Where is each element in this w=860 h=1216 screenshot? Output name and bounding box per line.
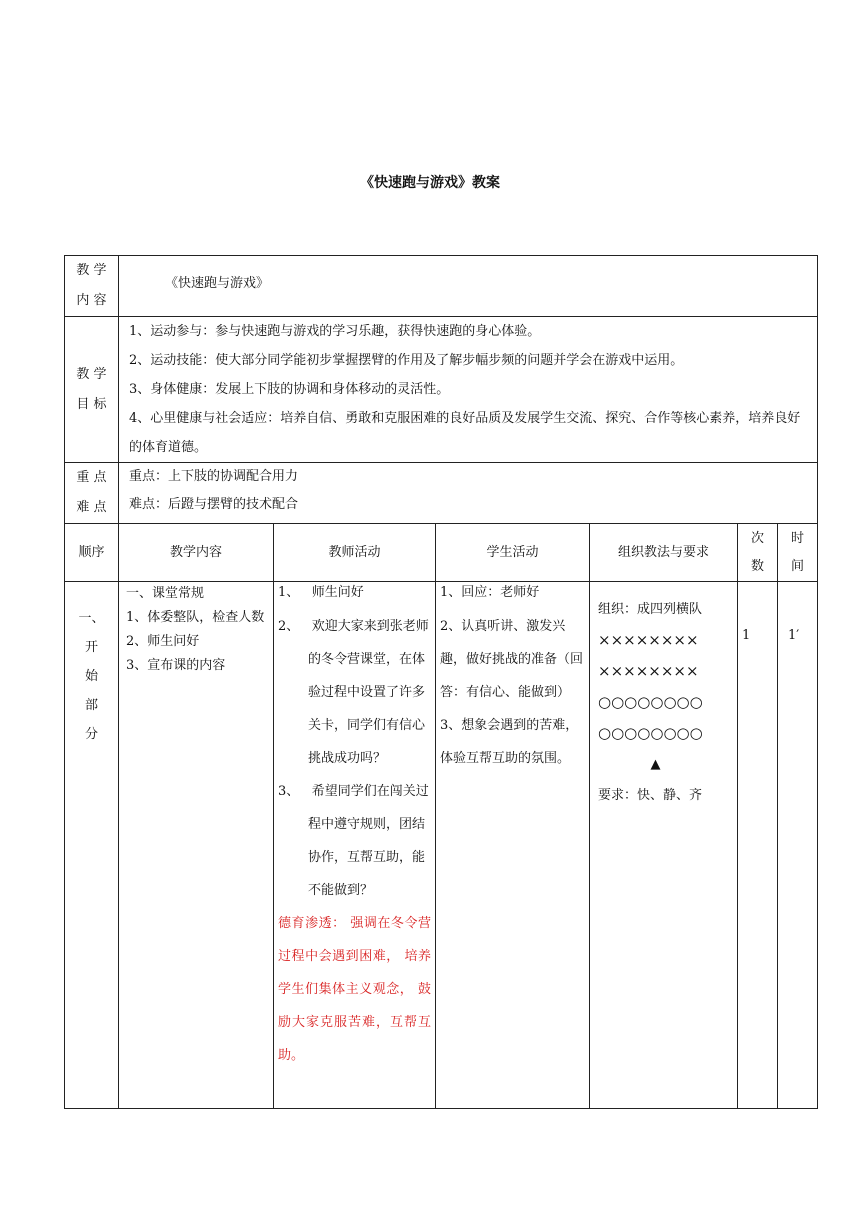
- goal-item: 4、心里健康与社会适应：培养自信、勇敢和克服困难的良好品质及发展学生交流、探究、合作等核心素养，培养良好的体育道德。: [129, 411, 801, 455]
- header-teacher: 教师活动: [274, 524, 436, 582]
- header-order: 顺序: [65, 524, 119, 582]
- goal-item: 1、运动参与：参与快速跑与游戏的学习乐趣，获得快速跑的身心体验。: [129, 324, 541, 339]
- key-label: 重 点 难 点: [65, 463, 119, 524]
- key-point: 重点：上下肢的协调配合用力: [129, 469, 299, 484]
- content-item: 1、体委整队，检查人数: [126, 610, 265, 625]
- content-row: [65, 256, 818, 317]
- teacher-position-icon: ▲: [650, 757, 661, 772]
- section-teacher: [274, 582, 436, 1109]
- formation-requirement: 要求：快、静、齐: [598, 788, 703, 803]
- formation-row: ××××××××: [598, 662, 699, 680]
- teacher-item: 3、 希望同学们在闯关过程中遵守规则，团结协作，互帮互助，能不能做到？: [278, 784, 429, 898]
- goal-item: 3、身体健康：发展上下肢的协调和身体移动的灵活性。: [129, 382, 450, 397]
- key-row: [65, 463, 818, 524]
- teacher-item: 1、 师生问好: [278, 585, 364, 600]
- teacher-item: 2、 欢迎大家来到张老师的冬令营课堂，在体验过程中设置了许多关卡，同学们有信心挑战成功吗？: [278, 619, 429, 766]
- header-time: 时 间: [778, 524, 818, 582]
- section-content: [119, 582, 274, 1109]
- student-item: 1、回应：老师好: [440, 585, 540, 600]
- section-count: 1: [738, 582, 778, 1109]
- formation-label: 组织：成四列横队: [598, 602, 703, 617]
- formation-row: ○○○○○○○○: [598, 693, 703, 711]
- content-item: 2、师生问好: [126, 634, 200, 649]
- content-value: 《快速跑与游戏》: [119, 256, 818, 317]
- header-row: [65, 524, 818, 582]
- header-content: 教学内容: [119, 524, 274, 582]
- formation-row: ××××××××: [598, 631, 699, 649]
- goals-row: [65, 317, 818, 463]
- student-item: 2、认真听讲、激发兴趣，做好挑战的准备（回答：有信心、能做到）: [440, 619, 584, 700]
- content-label: 教 学 内 容: [65, 256, 119, 317]
- section-order: 一、 开 始 部 分: [65, 582, 119, 1109]
- section-time: 1′: [778, 582, 818, 1109]
- section-start-row: [65, 582, 818, 1109]
- section-organization: [590, 582, 738, 1109]
- header-organization: 组织教法与要求: [590, 524, 738, 582]
- header-count: 次 数: [738, 524, 778, 582]
- lesson-plan-table: [64, 255, 818, 1109]
- goals-label: 教 学 目 标: [65, 317, 119, 463]
- key-list: [119, 463, 818, 524]
- section-student: [436, 582, 590, 1109]
- page-title: 《快速跑与游戏》教案: [360, 175, 500, 191]
- formation-row: ○○○○○○○○: [598, 724, 703, 742]
- content-item: 一、课堂常规: [126, 586, 205, 601]
- content-item: 3、宣布课的内容: [126, 658, 226, 673]
- header-student: 学生活动: [436, 524, 590, 582]
- moral-education-note: 德育渗透： 强调在冬令营过程中会遇到困难， 培养学生们集体主义观念， 鼓励大家克服苦难，互帮互助。: [278, 916, 431, 1063]
- goal-item: 2、运动技能：使大部分同学能初步掌握摆臂的作用及了解步幅步频的问题并学会在游戏中运用。: [129, 353, 684, 368]
- student-item: 3、想象会遇到的苦难，体验互帮互助的氛围。: [440, 718, 579, 766]
- difficult-point: 难点：后蹬与摆臂的技术配合: [129, 497, 299, 512]
- goals-list: [119, 317, 818, 463]
